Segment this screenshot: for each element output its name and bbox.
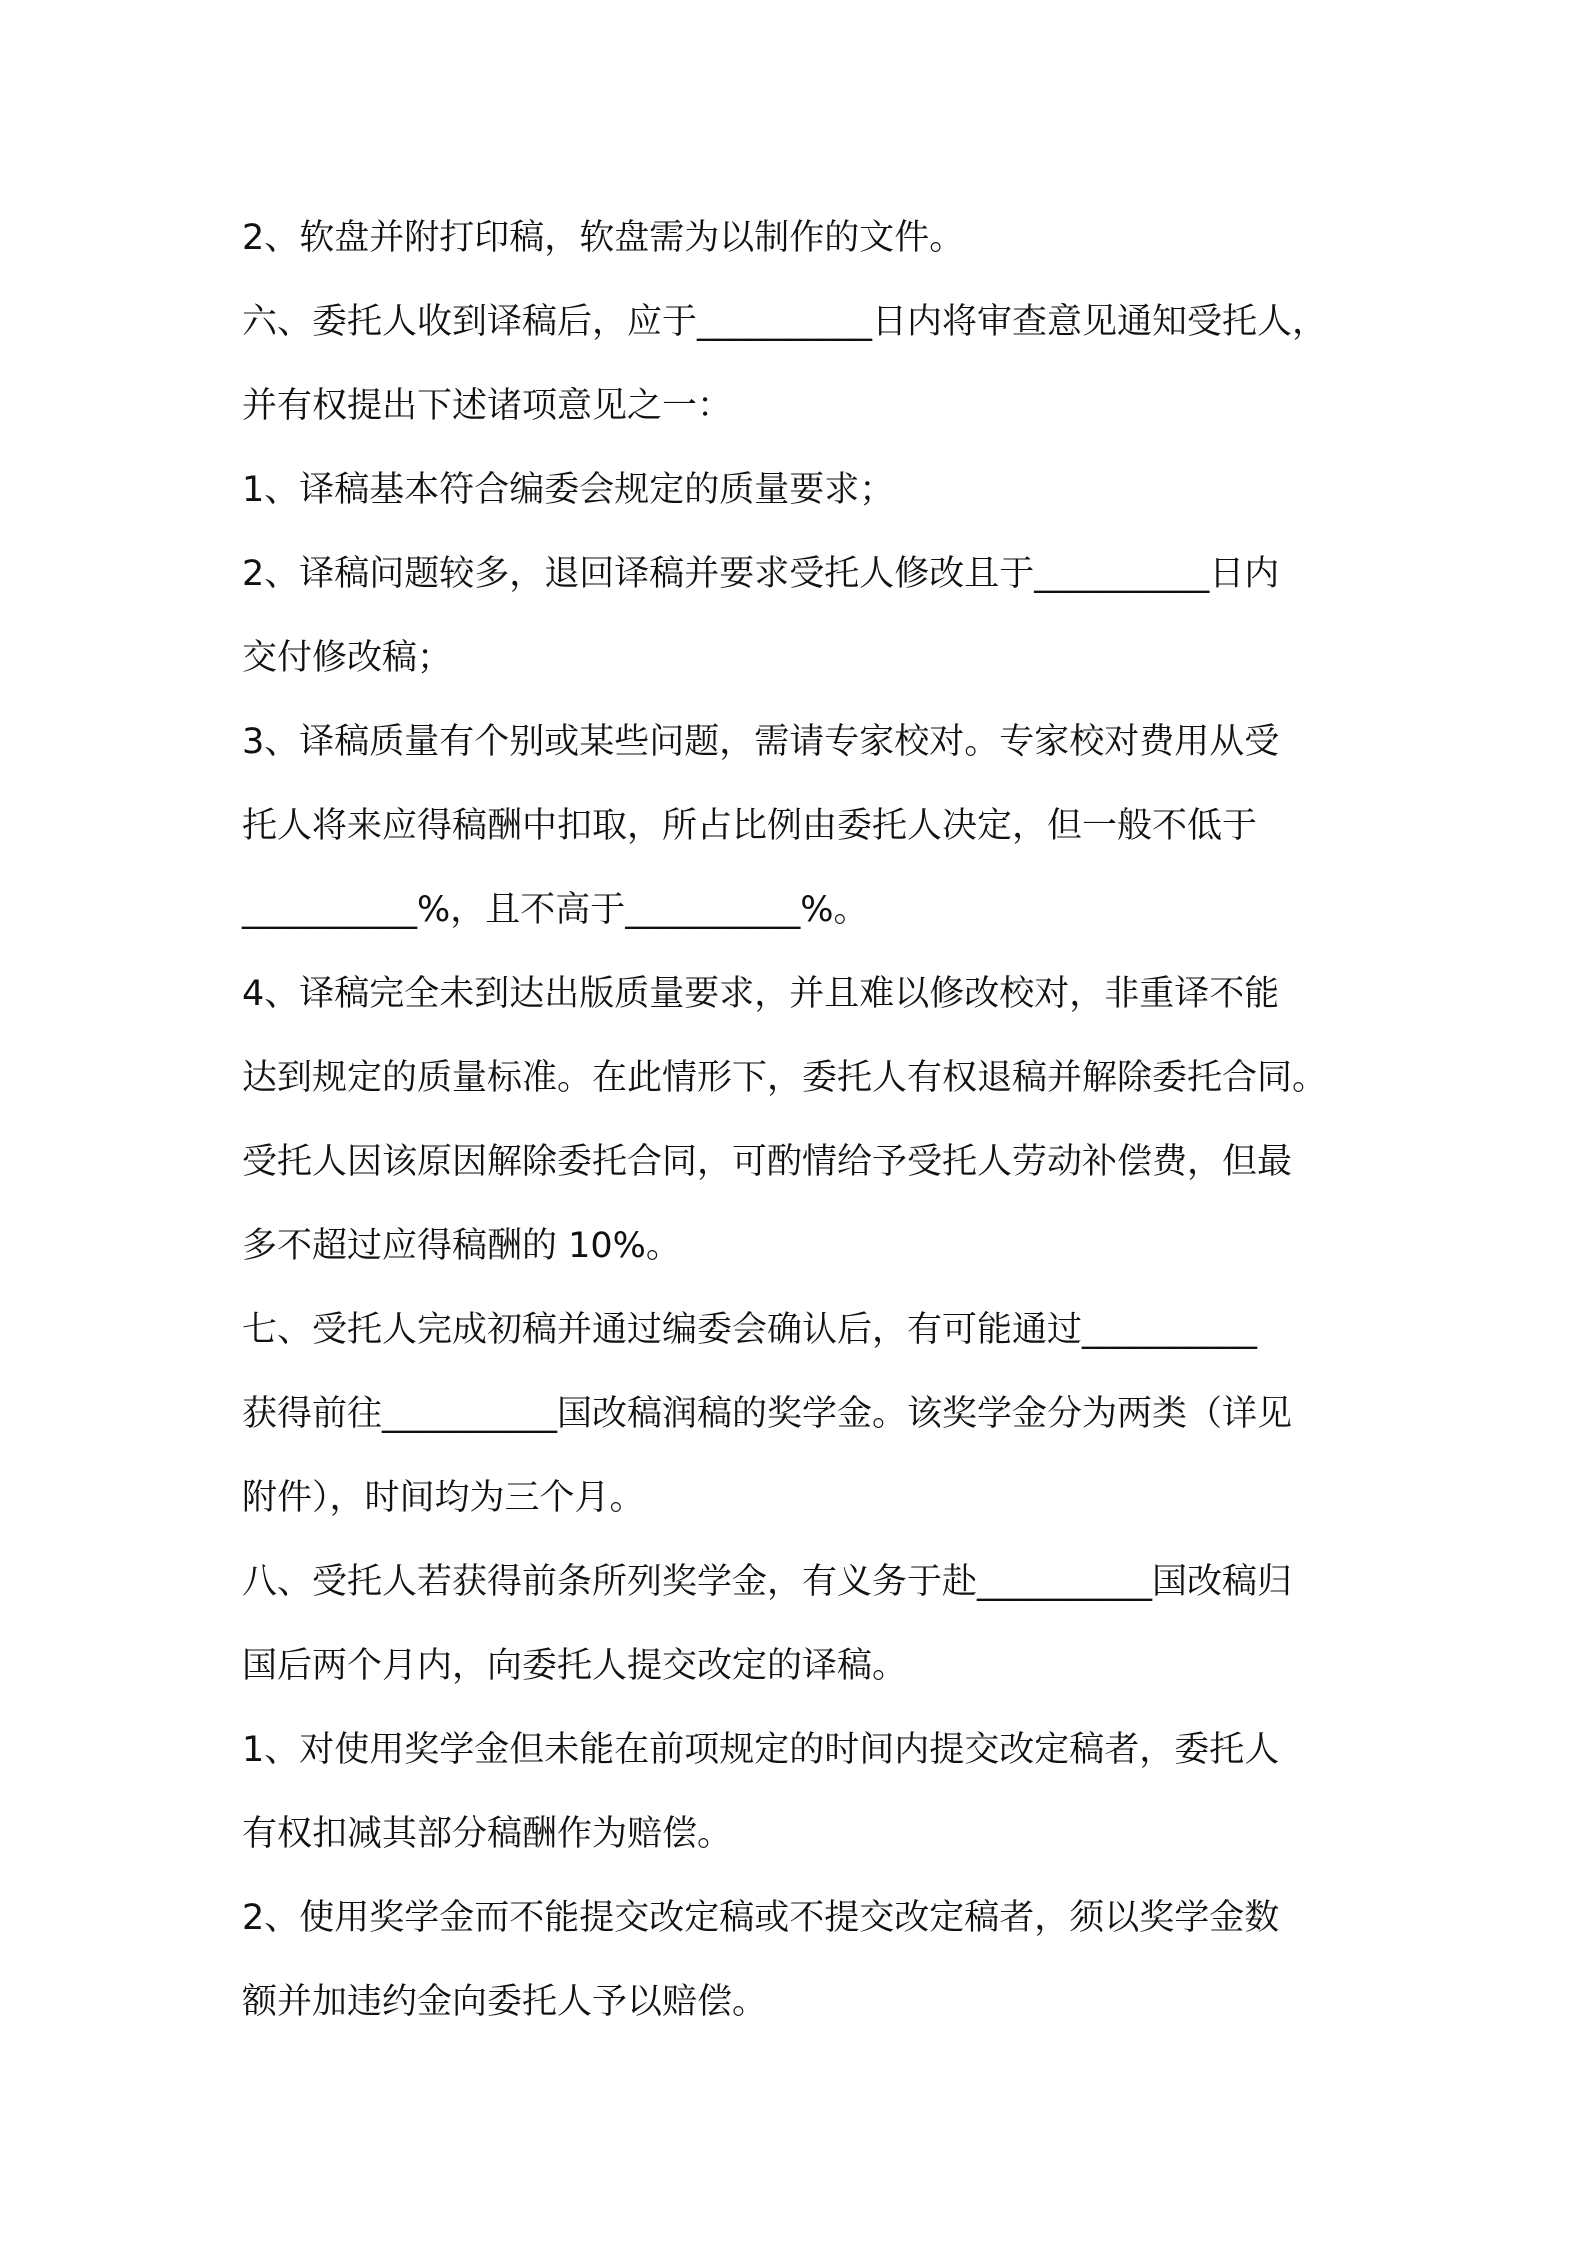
text-line: 获得前往__________国改稿润稿的奖学金。该奖学金分为两类（详见 — [242, 1394, 1293, 1434]
text-line: 2、软盘并附打印稿，软盘需为以制作的文件。 — [242, 218, 965, 258]
text-line: 附件），时间均为三个月。 — [242, 1478, 645, 1518]
text-line: 额并加违约金向委托人予以赔偿。 — [242, 1982, 768, 2022]
text-line: 1、译稿基本符合编委会规定的质量要求； — [242, 470, 895, 510]
text-line: 有权扣减其部分稿酬作为赔偿。 — [242, 1814, 733, 1854]
text-line: 交付修改稿； — [242, 638, 453, 678]
text-line: 多不超过应得稿酬的 10%。 — [242, 1226, 681, 1266]
text-line: 八、受托人若获得前条所列奖学金，有义务于赴__________国改稿归 — [242, 1562, 1293, 1602]
text-line: __________%，且不高于__________%。 — [242, 890, 869, 930]
text-line: 3、译稿质量有个别或某些问题，需请专家校对。专家校对费用从受 — [242, 722, 1280, 762]
text-line: 2、译稿问题较多，退回译稿并要求受托人修改且于__________日内 — [242, 554, 1280, 594]
text-line: 并有权提出下述诸项意见之一： — [242, 386, 733, 426]
text-line: 4、译稿完全未到达出版质量要求，并且难以修改校对，非重译不能 — [242, 974, 1280, 1014]
text-line: 国后两个月内，向委托人提交改定的译稿。 — [242, 1646, 908, 1686]
text-line: 2、使用奖学金而不能提交改定稿或不提交改定稿者，须以奖学金数 — [242, 1898, 1280, 1938]
text-line: 达到规定的质量标准。在此情形下，委托人有权退稿并解除委托合同。 — [242, 1058, 1328, 1098]
document-body — [242, 196, 1362, 2044]
text-line: 受托人因该原因解除委托合同，可酌情给予受托人劳动补偿费，但最 — [242, 1142, 1293, 1182]
text-line: 1、对使用奖学金但未能在前项规定的时间内提交改定稿者，委托人 — [242, 1730, 1280, 1770]
text-line: 托人将来应得稿酬中扣取，所占比例由委托人决定，但一般不低于 — [242, 806, 1258, 846]
text-line: 六、委托人收到译稿后，应于__________日内将审查意见通知受托人， — [242, 302, 1328, 342]
text-line: 七、受托人完成初稿并通过编委会确认后，有可能通过__________ — [242, 1310, 1258, 1350]
